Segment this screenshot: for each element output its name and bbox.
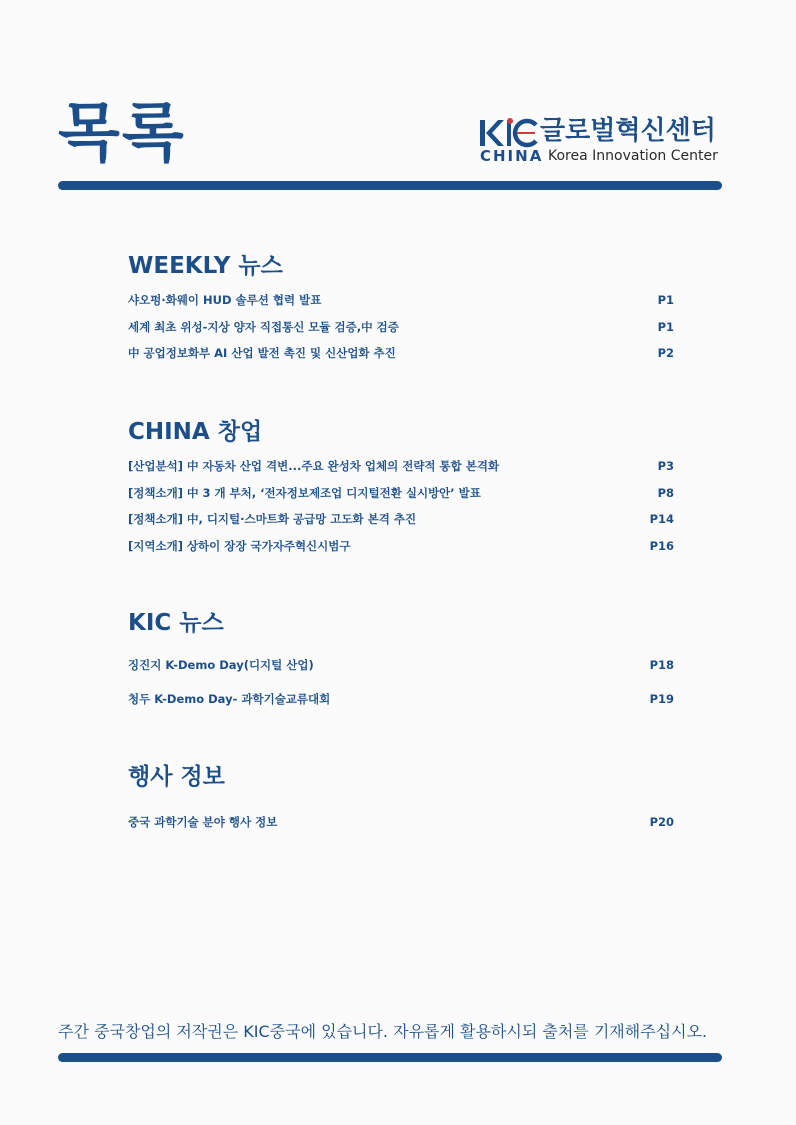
logo-korean-name: 글로벌혁신센터 <box>540 116 716 146</box>
page-title: 목록 <box>58 97 186 171</box>
toc-item-title: 세계 최초 위성-지상 양자 직접통신 모듈 검증,中 검증 <box>128 320 399 334</box>
toc-item-title: [정책소개] 中 3 개 부처, ‘전자정보제조업 디지털전환 실시방안’ 발표 <box>128 486 481 500</box>
section-event-info <box>128 764 674 829</box>
toc-item[interactable] <box>128 457 674 475</box>
toc-item-title: 샤오펑·화웨이 HUD 솔루션 협력 발표 <box>128 293 322 307</box>
toc-item[interactable] <box>128 813 674 831</box>
toc-item-page: P8 <box>657 486 674 500</box>
section-title: WEEKLY 뉴스 <box>128 253 283 279</box>
section-china-startup <box>128 419 674 553</box>
footer-divider <box>58 1053 722 1062</box>
toc-item-page: P3 <box>657 459 674 473</box>
toc-item[interactable] <box>128 510 674 528</box>
toc-item-page: P19 <box>649 692 674 706</box>
toc-item[interactable] <box>128 318 674 336</box>
logo-english-name: Korea Innovation Center <box>548 148 718 164</box>
toc-item-title: 징진지 K-Demo Day(디지털 산업) <box>128 658 314 672</box>
kic-logo-mark-icon <box>478 116 540 148</box>
toc-item-page: P2 <box>657 346 674 360</box>
section-weekly-news <box>128 253 674 360</box>
kic-logo <box>478 116 728 168</box>
section-title: 행사 정보 <box>128 764 225 790</box>
toc-item-title: 중국 과학기술 분야 행사 정보 <box>128 815 278 829</box>
toc-item-page: P1 <box>657 320 674 334</box>
toc-item[interactable] <box>128 537 674 555</box>
section-title: KIC 뉴스 <box>128 610 224 636</box>
toc-item-title: [정책소개] 中, 디지털·스마트화 공급망 고도화 본격 추진 <box>128 512 417 526</box>
header-divider <box>58 181 722 190</box>
section-title: CHINA 창업 <box>128 419 263 445</box>
section-kic-news <box>128 610 674 706</box>
toc-item[interactable] <box>128 656 674 674</box>
toc-item-title: 中 공업정보화부 AI 산업 발전 촉진 및 신산업화 추진 <box>128 346 396 360</box>
toc-item-page: P20 <box>649 815 674 829</box>
toc-item-title: [산업분석] 中 자동차 산업 격변...주요 완성차 업체의 전략적 통합 본격화 <box>128 459 500 473</box>
copyright-note: 주간 중국창업의 저작권은 KIC중국에 있습니다. 자유롭게 활용하시되 출처를 기재해주십시오. <box>58 1022 708 1041</box>
toc-item-title: [지역소개] 상하이 장장 국가자주혁신시범구 <box>128 539 351 553</box>
toc-item[interactable] <box>128 484 674 502</box>
toc-item[interactable] <box>128 291 674 309</box>
toc-item-title: 청두 K-Demo Day- 과학기술교류대회 <box>128 692 331 706</box>
toc-item-page: P14 <box>649 512 674 526</box>
toc-item[interactable] <box>128 690 674 708</box>
toc-item-page: P16 <box>649 539 674 553</box>
logo-china-label: CHINA <box>480 147 544 165</box>
toc-item-page: P18 <box>649 658 674 672</box>
toc-item-page: P1 <box>657 293 674 307</box>
toc-item[interactable] <box>128 344 674 362</box>
